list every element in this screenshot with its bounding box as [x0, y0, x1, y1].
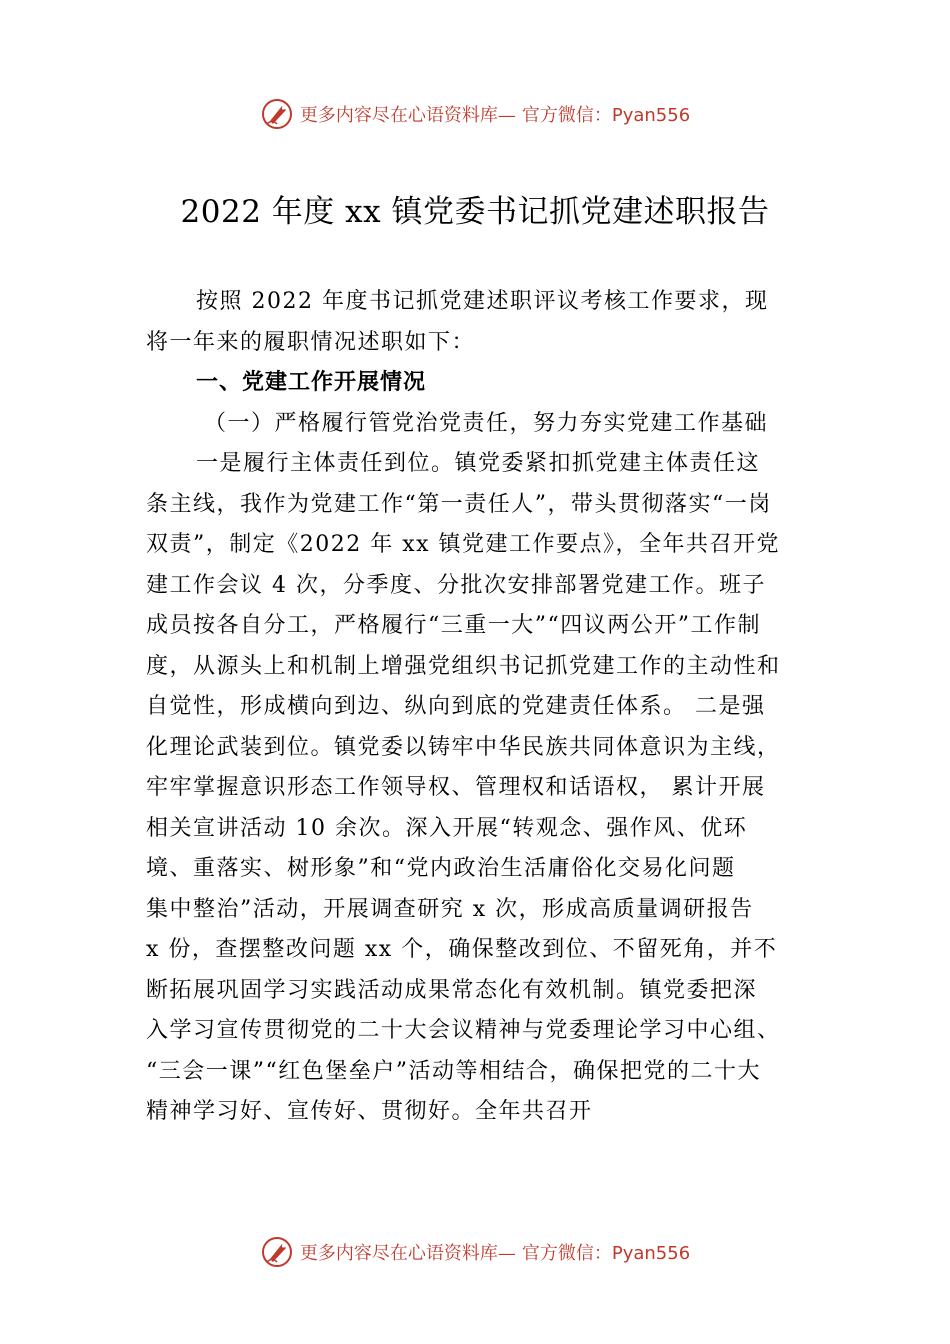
- paragraph-line: 成员按各自分工，严格履行“三重一大”“四议两公开”工作制: [146, 613, 761, 638]
- paragraph-line: 度，从源头上和机制上增强党组织书记抓党建工作的主动性和: [146, 653, 781, 679]
- document-body: [146, 282, 846, 1133]
- paragraph-line: 精神学习好、宣传好、贯彻好。全年共召开: [146, 1099, 593, 1124]
- watermark-brand-text: 更多内容尽在心语资料库—: [299, 1243, 516, 1264]
- paragraph-line: “三会一课”“红色堡垒户”活动等相结合，确保把党的二十大: [146, 1058, 761, 1084]
- watermark-contact-text: 官方微信：Pyan556: [521, 105, 691, 126]
- subsection-heading: （一）严格履行管党治党责任，努力夯实党建工作基础: [204, 410, 769, 436]
- paragraph-line: 牢牢掌握意识形态工作领导权、管理权和话语权， 累计开展: [146, 775, 766, 800]
- paragraph-line: 按照 2022 年度书记抓党建述职评议考核工作要求，现: [196, 289, 769, 314]
- paragraph-line: 建工作会议 4 次，分季度、分批次安排部署党建工作。班子: [146, 572, 766, 598]
- paragraph-line: x 份，查摆整改问题 xx 个，确保整改到位、不留死角，并不: [146, 937, 778, 962]
- paragraph-line: 相关宣讲活动 10 余次。深入开展“转观念、强作风、优环: [146, 815, 748, 841]
- section-heading: 一、党建工作开展情况: [196, 370, 427, 395]
- paragraph-line: 化理论武装到位。镇党委以铸牢中华民族共同体意识为主线，: [146, 734, 781, 760]
- document-title: 2022 年度 xx 镇党委书记抓党建述职报告: [180, 194, 770, 230]
- paragraph-line: 将一年来的履职情况述职如下：: [146, 329, 476, 355]
- paragraph-line: 条主线，我作为党建工作“第一责任人”，带头贯彻落实“一岗: [146, 491, 772, 517]
- pen-nib-logo-icon: [260, 1235, 294, 1269]
- paragraph-line: 一是履行主体责任到位。镇党委紧扣抓党建主体责任这: [196, 451, 761, 476]
- paragraph-line: 集中整治”活动，开展调查研究 x 次，形成高质量调研报告: [146, 896, 754, 922]
- paragraph-line: 入学习宣传贯彻党的二十大会议精神与党委理论学习中心组、: [146, 1018, 781, 1043]
- watermark-banner-top: [0, 94, 950, 134]
- paragraph-line: 境、重落实、树形象”和“党内政治生活庸俗化交易化问题: [146, 856, 736, 881]
- watermark-contact-text: 官方微信：Pyan556: [521, 1243, 691, 1264]
- pen-nib-logo-icon: [260, 97, 294, 131]
- paragraph-line: 断拓展巩固学习实践活动成果常态化有效机制。镇党委把深: [146, 977, 758, 1003]
- watermark-banner-bottom: [0, 1232, 950, 1272]
- watermark-brand-text: 更多内容尽在心语资料库—: [299, 105, 516, 126]
- paragraph-line: 双责”，制定《2022 年 xx 镇党建工作要点》，全年共召开党: [146, 532, 781, 557]
- paragraph-line: 自觉性，形成横向到边、纵向到底的党建责任体系。 二是强: [146, 694, 766, 719]
